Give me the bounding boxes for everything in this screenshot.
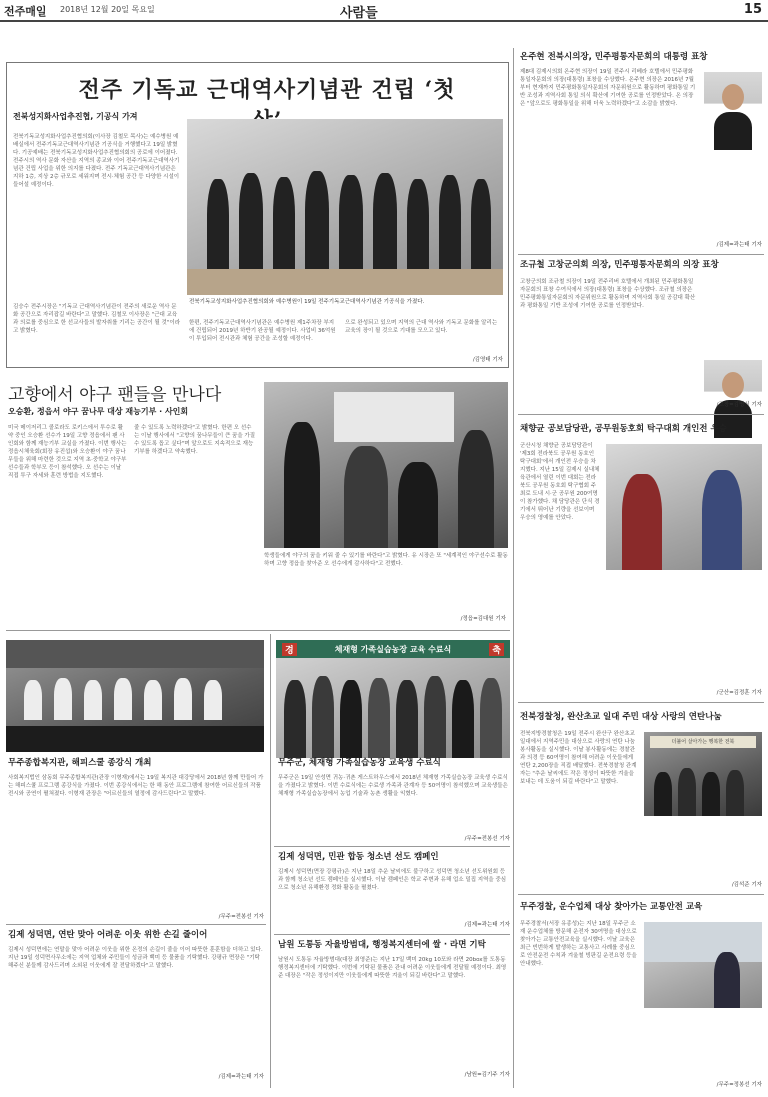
lead-text-2: 김승수 전주시장은 "기독교 근대역사기념관이 전주의 새로운 역사 문화 공간으로 자리잡길 바란다"고 말했다. 김철모 이사장은 "근대 교육과 의료를 중심으로 한 선교사들의 발자취를 기리는 공간이 될 것"이라고 밝혔다. [13, 304, 181, 334]
baseball-title: 고향에서 야구 팬들을 만나다 [8, 385, 222, 405]
lead-title: 전주 기독교 근대역사기념관 건립 ‘첫 [78, 77, 456, 103]
divider-1 [518, 254, 764, 255]
gimje-love-text: 김제시 성덕면에는 연말을 맞아 어려운 이웃을 위한 온정의 손길이 줄을 이어 따뜻한 훈훈함을 더하고 있다. 지난 19일 성덕면사무소에는 지역 업체와 주민들이 성금과 백미 등 물품을 기탁했다. 강평규 면장은 "기탁해주신 분들께 감사드리며 소외된 이웃에게 잘 전달하겠다"고 말했다. [8, 947, 263, 969]
jeonbuk-police-banner: 더불어 살아가는 행복한 전북 [650, 736, 756, 748]
muju-police-byline: /무주=정봉선 기자 [716, 1082, 762, 1088]
page-number: 15 [743, 2, 762, 17]
divider-middle [6, 630, 510, 631]
baseball-photo [264, 382, 508, 548]
jo-title: 조규철 고창군의회 의장, 민주평통자문회의 의장 표창 [520, 260, 719, 270]
gimje-love-byline: /김제=곽는태 기자 [218, 1074, 264, 1080]
divider-6 [274, 846, 510, 847]
baseball-byline: /정읍=김대원 기자 [460, 616, 506, 622]
jeonbuk-police-title: 전북경찰청, 완산초교 일대 주민 대상 사랑의 연탄나눔 [520, 712, 722, 722]
baseball-subtitle: 오승환, 정읍서 야구 꿈나무 대상 재능기부 · 사인회 [8, 407, 189, 416]
ohjs-text: 제8대 김제시의회 온주현 의장이 19일 전주시 리베라 호텔에서 민주평화통일자문회의 의장(대통령) 표창을 수상했다. 온주현 의장은 2016년 7월부터 현재까지 민주평화통일자문회의 자문위원으로 활동하며 평화통일 기반 조성과 지역사회 통일 의식 확산에 기여한 공로를 인정받았다. 온 의장은 "앞으로도 평화통일을 위해 더욱 노력하겠다"고 소감을 밝혔다. [520, 69, 696, 107]
gimje-campaign-text: 김제시 성덕면(면장 강평규)은 지난 18일 추운 날씨에도 불구하고 성덕면 청소년 선도위원회 등과 함께 청소년 선도 캠페인을 실시했다. 이날 캠페인은 학교 주변과 유해 업소 밀집 지역을 중심으로 청소년 유해환경 정화 활동을 펼쳤다. [278, 869, 507, 891]
muju-farm-banner-right: 축 [489, 643, 504, 656]
muju-farm-photo [276, 640, 510, 758]
jo-byline: /고창=김병식 기자 [716, 402, 762, 408]
muju-farm-byline: /무주=전봉선 기자 [464, 836, 510, 842]
muju-police-text: 무주경찰서(서장 유종성)는 지난 18일 무주군 소재 운수업체를 방문해 운전자 30여명을 대상으로 찾아가는 교통안전교육을 실시했다. 이날 교육은 최근 빈번하게 발생하는 교통사고 사례를 중심으로 안전운전 수칙과 겨울철 빙판길 운전요령 등을 안내했다. [520, 921, 637, 967]
lead-story [6, 62, 509, 368]
namwon-byline: /남원=김기주 기자 [464, 1072, 510, 1078]
baseball-text-1: 미국 메이저리그 콜로라도 로키스에서 투수로 활약 중인 오승환 선수가 19일 고향 정읍에서 팬 사인회와 함께 재능기부 교실을 가졌다. 이번 행사는 정읍시체육회(회장 유진섭)와 오승환이 야구 꿈나무들을 위해 마련한 것으로 지역 초·중학교 야구부 선수들과 학부모 등이 참석했다. 오 선수는 이날 직접 투구 자세와 훈련 방법을 지도했다. [8, 425, 127, 479]
column-divider-left [270, 634, 271, 1088]
ohjs-title: 온주현 전북시의장, 민주평통자문회의 대통령 표창 [520, 52, 708, 62]
jeonbuk-police-byline: /김석준 기자 [731, 882, 762, 888]
chaeyang-photo [606, 444, 762, 570]
namwon-title: 남원 도통동 자율방범대, 행정복지센터에 쌀 · 라면 기탁 [278, 940, 486, 950]
chaeyang-title: 채향균 공보담당관, 공무원동호회 탁구대회 개인전 우승 [520, 424, 727, 434]
muju-farm-title: 무주군, 체재형 가족실습농장 교육생 수료식 [278, 758, 441, 768]
column-divider-right [513, 48, 514, 1088]
chaeyang-text: 군산시청 채향균 공보담당관이 '제3회 전라북도 공무원 동호인 탁구대회'에서 개인전 우승을 차지했다. 지난 15일 김제시 실내체육관에서 열린 이번 대회는 전라북도 공무원 동호회 탁구협회 주최로 도내 시·군 공무원 200여명이 참가했다. 채 담당관은 단식 경기에서 뛰어난 기량을 선보이며 우승의 영예를 안았다. [520, 443, 600, 521]
muju-welfare-text: 사회복지법인 삼동회 무주종합복지관(관장 이형재)에서는 19일 복지관 대강당에서 2018년 함께 만들어 가는 해피스쿨 프로그램 종강식을 가졌다. 이번 종강식에서는 한 해 동안 프로그램에 참여한 어르신들의 작품 전시와 공연이 펼쳐졌다. 이형재 관장은 "어르신들의 열정에 감사드린다"고 말했다. [8, 775, 264, 797]
lead-text-3: 한편, 전주기독교근대역사기념관은 예수병원 제1주차장 부지에 건립되어 2019년 하반기 완공될 예정이다. 사업비 36억원이 투입되어 전시관과 체험 공간을 조성할 예정이다. [189, 320, 336, 342]
lead-text-4: 으로 완성되고 있으며 지역의 근대 역사와 기독교 문화를 알리는 교육의 장이 될 것으로 기대를 모으고 있다. [345, 320, 498, 334]
lead-byline: /김영태 기자 [472, 357, 503, 363]
muju-welfare-byline: /무주=전봉선 기자 [218, 914, 264, 920]
lead-text-1: 전북기독교성지화사업추진협의회(이사장 김철모 목사)는 예수병원 예배실에서 전주기독교근대역사기념관 기공식을 거행했다고 19일 밝혔다. 기공예배는 전북기독교성지화사업추진협의회의 공로에 이어졌다. 전주시의 역사 문화 자산을 지역의 종교와 이어 전주기독교근대역사기념관 건립 사업을 위한 의지를 다졌다. 전주 기독교근대역사기념관은 지하 1층, 지상 2층 규모로 세워지며 전시·체험 공간 등 다양한 시설이 들어설 예정이다. [13, 134, 180, 188]
divider-7 [274, 934, 510, 935]
muju-welfare-title: 무주종합복지관, 해피스쿨 종강식 개최 [8, 758, 152, 768]
muju-police-photo [644, 922, 762, 1008]
jeonbuk-police-text: 전북지방경찰청은 19일 전주시 완산구 완산초교 일대에서 지역주민을 대상으로 사랑의 연탄 나눔 봉사활동을 실시했다. 이날 봉사활동에는 경찰관과 의경 등 60여명이 참여해 어려운 이웃들에게 연탄 2,200장을 직접 배달했다. 전북경찰청 관계자는 "추운 날씨에도 작은 정성이 따뜻한 겨울을 보내는 데 도움이 되길 바란다"고 말했다. [520, 731, 637, 785]
divider-3 [518, 702, 764, 703]
divider-4 [518, 894, 764, 895]
muju-welfare-photo [6, 640, 264, 752]
divider-2 [518, 414, 764, 415]
gimje-love-title: 김제 성덕면, 연탄 맞아 어려운 이웃 위한 손길 줄이어 [8, 930, 208, 940]
muju-farm-banner-left: 경 [282, 643, 297, 656]
lead-photo [187, 119, 503, 295]
baseball-text-2: 줄 수 있도록 노력하겠다"고 밝혔다. 한편 오 선수는 이날 행사에서 "고향의 꿈나무들이 큰 꿈을 가질 수 있도록 돕고 싶다"며 앞으로도 지속적으로 재능기부를 하겠다고 약속했다. [134, 425, 256, 455]
muju-farm-text: 무주군은 19일 안성면 귀농·귀촌 게스트하우스에서 2018년 체재형 가족실습농장 교육생 수료식을 가졌다고 밝혔다. 이번 수료식에는 수료생 가족과 관계자 등 50여명이 참석했으며 교육생들은 체재형 가족실습농장에서 농업 기술과 농촌 생활을 익혔다. [278, 775, 508, 797]
muju-police-title: 무주경찰, 운수업체 대상 찾아가는 교통안전 교육 [520, 902, 703, 912]
gimje-campaign-title: 김제 성덕면, 민관 합동 청소년 선도 캠페인 [278, 852, 439, 862]
baseball-text-3: 학생들에게 야구의 꿈을 키워 줄 수 있기를 바란다"고 밝혔다. 유 시장은 또 "세계적인 야구선수로 활동하며 고향 정읍을 찾아준 오 선수에게 감사하다"고 전했다. [264, 553, 508, 567]
lead-photo-caption: 전북기독교성지화사업추진협의회와 예수병원이 19일 전주기독교근대역사기념관 기공식을 가졌다. [189, 299, 425, 305]
ohjs-byline: /김제=곽는태 기자 [716, 242, 762, 248]
ohjs-portrait [704, 72, 762, 150]
issue-date: 2018년 12월 20일 목요일 [60, 5, 155, 14]
chaeyang-byline: /군산=김정훈 기자 [716, 690, 762, 696]
lead-subtitle: 전북성지화사업추진협, 기공식 가져 [13, 112, 138, 121]
section-title: 사람들 [340, 6, 378, 21]
jo-text: 고창군의회 조규철 의장이 19일 전주리버 호텔에서 개최된 민주평화통일자문회의 표창 수여식에서 의장(대통령) 표창을 수상했다. 조규철 의장은 민주평화통일자문회의 자문위원으로 활동하며 지역사회 통일 공감대 확산과 평화통일 기반 조성에 기여한 공로를 인정받았다. [520, 279, 696, 309]
jeonbuk-police-photo [644, 732, 762, 816]
gimje-campaign-byline: /김제=곽는태 기자 [464, 922, 510, 928]
paper-name: 전주매일 [4, 5, 47, 18]
namwon-text: 남원시 도통동 자율방범대(대장 최영준)는 지난 17일 백미 20kg 10포와 라면 20box를 도통동 행정복지센터에 기탁했다. 이번에 기탁된 물품은 관내 어려운 이웃들에게 전달될 예정이다. 최영준 대장은 "작은 정성이지만 이웃들에게 따뜻한 겨울이 되길 바란다"고 말했다. [278, 957, 507, 979]
muju-farm-banner: 체재형 가족실습농장 교육 수료식 [334, 644, 452, 654]
masthead [0, 0, 768, 22]
divider-5 [6, 924, 266, 925]
